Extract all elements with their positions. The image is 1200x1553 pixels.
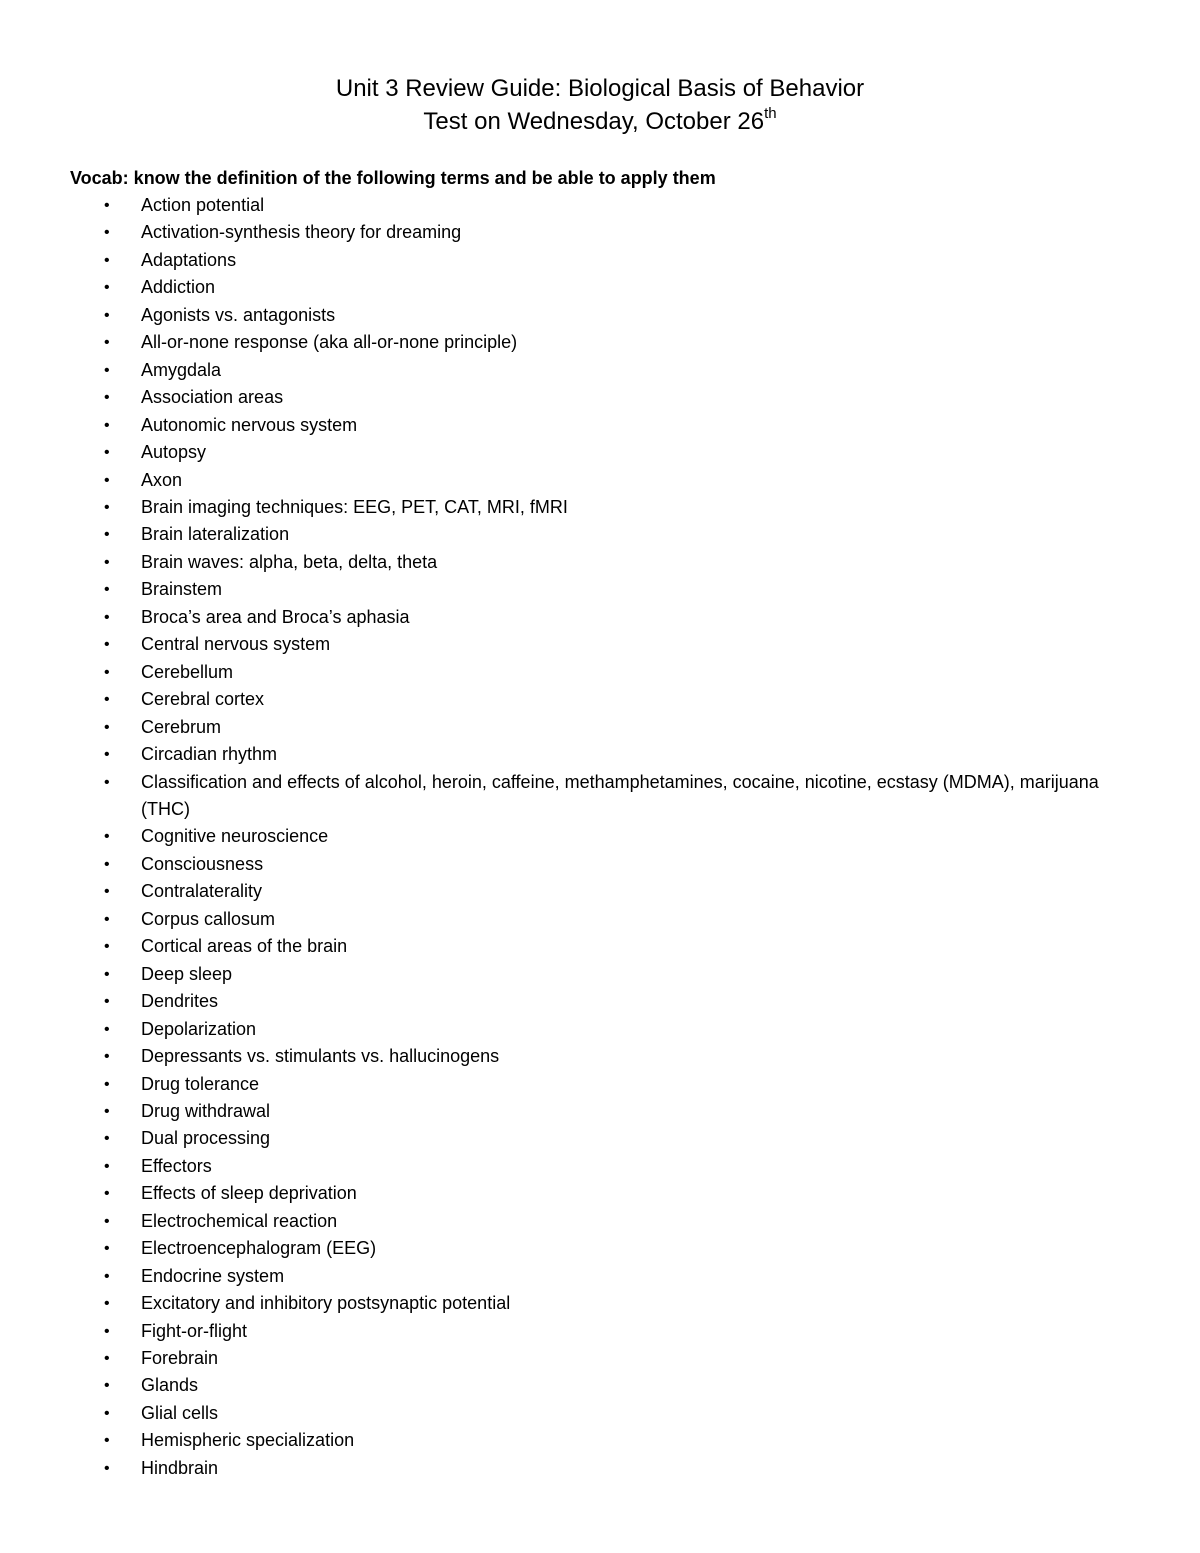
vocab-term: Excitatory and inhibitory postsynaptic potential [141, 1293, 511, 1314]
bullet-icon: • [104, 855, 110, 873]
vocab-term: Endocrine system [141, 1265, 285, 1286]
bullet-icon: • [104, 663, 110, 681]
vocab-term: Agonists vs. antagonists [141, 304, 336, 325]
vocab-term: Deep sleep [141, 963, 233, 984]
vocab-item [0, 1125, 1200, 1152]
vocab-term: Fight-or-flight [141, 1320, 248, 1341]
bullet-icon: • [104, 1295, 110, 1313]
bullet-icon: • [104, 910, 110, 928]
vocab-term: Association areas [141, 387, 284, 408]
bullet-icon: • [104, 334, 110, 352]
bullet-icon: • [104, 553, 110, 571]
bullet-icon: • [104, 1075, 110, 1093]
bullet-icon: • [104, 416, 110, 434]
bullet-icon: • [104, 938, 110, 956]
bullet-icon: • [104, 1102, 110, 1120]
vocab-item [0, 604, 1200, 631]
title-line-2 [0, 105, 1200, 138]
vocab-item [0, 631, 1200, 658]
test-date-text: Test on Wednesday, October 26 [423, 108, 765, 135]
vocab-term: Autopsy [141, 442, 207, 463]
vocab-term: Consciousness [141, 853, 264, 874]
bullet-icon: • [104, 1157, 110, 1175]
vocab-term: Circadian rhythm [141, 744, 278, 765]
vocab-item [0, 384, 1200, 411]
vocab-term: Central nervous system [141, 634, 331, 655]
vocab-item [0, 1098, 1200, 1125]
bullet-icon: • [104, 526, 110, 544]
vocab-term: Brain imaging techniques: EEG, PET, CAT, MRI, fMRI [141, 496, 568, 517]
vocab-term: Brain waves: alpha, beta, delta, theta [141, 551, 438, 572]
vocab-term: Cerebral cortex [141, 689, 265, 710]
vocab-term: Addiction [141, 277, 216, 298]
bullet-icon: • [104, 1240, 110, 1258]
vocab-item [0, 1318, 1200, 1345]
vocab-item [0, 192, 1200, 219]
vocab-item [0, 1372, 1200, 1399]
vocab-item [0, 1208, 1200, 1235]
vocab-term: Amygdala [141, 359, 222, 380]
bullet-icon: • [104, 828, 110, 846]
vocab-item [0, 1043, 1200, 1070]
vocab-item [0, 1153, 1200, 1180]
bullet-icon: • [104, 746, 110, 764]
vocab-item [0, 467, 1200, 494]
bullet-icon: • [104, 1212, 110, 1230]
vocab-item [0, 1427, 1200, 1454]
vocab-term: Corpus callosum [141, 908, 276, 929]
vocab-item [0, 851, 1200, 878]
vocab-term: Dual processing [141, 1128, 271, 1149]
vocab-term: Depressants vs. stimulants vs. hallucinogens [141, 1046, 500, 1067]
bullet-icon: • [104, 279, 110, 297]
vocab-item [0, 741, 1200, 768]
bullet-icon: • [104, 691, 110, 709]
vocab-term: Electroencephalogram (EEG) [141, 1238, 377, 1259]
vocab-item [0, 823, 1200, 850]
vocab-term: Cortical areas of the brain [141, 936, 348, 957]
vocab-item [0, 1180, 1200, 1207]
bullet-icon: • [104, 361, 110, 379]
vocab-item [0, 1400, 1200, 1427]
vocab-item [0, 686, 1200, 713]
vocab-item [0, 302, 1200, 329]
vocab-term: Dendrites [141, 991, 219, 1012]
vocab-item [0, 1071, 1200, 1098]
vocab-item [0, 1263, 1200, 1290]
bullet-icon: • [104, 608, 110, 626]
vocab-term: Brainstem [141, 579, 223, 600]
vocab-item [0, 659, 1200, 686]
vocab-term: Effects of sleep deprivation [141, 1183, 357, 1204]
vocab-term: Activation-synthesis theory for dreaming [141, 222, 462, 243]
vocab-item [0, 494, 1200, 521]
vocab-term: Cerebellum [141, 661, 234, 682]
bullet-icon: • [104, 636, 110, 654]
bullet-icon: • [104, 1432, 110, 1450]
vocab-term: Cerebrum [141, 716, 222, 737]
vocab-term: Hemispheric specialization [141, 1430, 355, 1451]
vocab-term: Cognitive neuroscience [141, 826, 329, 847]
bullet-icon: • [104, 224, 110, 242]
vocab-item [0, 549, 1200, 576]
bullet-icon: • [104, 718, 110, 736]
vocab-item [0, 714, 1200, 741]
vocab-item [0, 769, 1200, 824]
vocab-term: Autonomic nervous system [141, 414, 358, 435]
vocab-item [0, 247, 1200, 274]
vocab-term: Drug withdrawal [141, 1100, 271, 1121]
bullet-icon: • [104, 883, 110, 901]
bullet-icon: • [104, 1048, 110, 1066]
vocab-item [0, 521, 1200, 548]
bullet-icon: • [104, 1185, 110, 1203]
vocab-term: All-or-none response (aka all-or-none principle) [141, 332, 518, 353]
bullet-icon: • [104, 444, 110, 462]
vocab-term: Axon [141, 469, 183, 490]
bullet-icon: • [104, 581, 110, 599]
vocab-item [0, 906, 1200, 933]
vocab-term: Glial cells [141, 1402, 219, 1423]
bullet-icon: • [104, 1322, 110, 1340]
vocab-item [0, 988, 1200, 1015]
bullet-icon: • [104, 471, 110, 489]
bullet-icon: • [104, 1377, 110, 1395]
vocab-list [0, 192, 1200, 1482]
bullet-icon: • [104, 965, 110, 983]
vocab-item [0, 1235, 1200, 1262]
bullet-icon: • [104, 251, 110, 269]
bullet-icon: • [104, 1267, 110, 1285]
vocab-term: Electrochemical reaction [141, 1210, 338, 1231]
title-line-1: Unit 3 Review Guide: Biological Basis of Behavior [335, 75, 865, 102]
vocab-term: Glands [141, 1375, 199, 1396]
vocab-item [0, 1455, 1200, 1482]
date-ordinal-suffix: th [764, 105, 777, 122]
vocab-term: Adaptations [141, 249, 237, 270]
vocab-term: Broca’s area and Broca’s aphasia [141, 606, 410, 627]
vocab-term: Drug tolerance [141, 1073, 260, 1094]
vocab-item [0, 1016, 1200, 1043]
vocab-term: Action potential [141, 195, 265, 215]
vocab-term: Brain lateralization [141, 524, 290, 545]
vocab-instructions: Vocab: know the definition of the following terms and be able to apply them [70, 168, 716, 188]
vocab-item [0, 357, 1200, 384]
vocab-item [0, 933, 1200, 960]
vocab-item [0, 1345, 1200, 1372]
bullet-icon: • [104, 306, 110, 324]
bullet-icon: • [104, 993, 110, 1011]
vocab-item [0, 576, 1200, 603]
vocab-term: Classification and effects of alcohol, heroin, caffeine, methamphetamines, cocaine, nicotine, ecstasy (MDMA), marijuana (THC) [141, 771, 1099, 819]
vocab-item [0, 274, 1200, 301]
bullet-icon: • [104, 498, 110, 516]
bullet-icon: • [104, 389, 110, 407]
vocab-item [0, 412, 1200, 439]
vocab-item [0, 961, 1200, 988]
bullet-icon: • [104, 1130, 110, 1148]
bullet-icon: • [104, 1350, 110, 1368]
vocab-term: Hindbrain [141, 1457, 219, 1478]
vocab-term: Effectors [141, 1155, 212, 1176]
document-title [0, 72, 1200, 138]
bullet-icon: • [104, 1459, 110, 1477]
vocab-term: Contralaterality [141, 881, 263, 902]
vocab-item [0, 329, 1200, 356]
vocab-term: Depolarization [141, 1018, 257, 1039]
bullet-icon: • [104, 1020, 110, 1038]
vocab-item [0, 1290, 1200, 1317]
bullet-icon: • [104, 197, 110, 214]
vocab-term: Forebrain [141, 1348, 219, 1369]
bullet-icon: • [104, 1404, 110, 1422]
vocab-item [0, 439, 1200, 466]
vocab-item [0, 878, 1200, 905]
vocab-item [0, 219, 1200, 246]
bullet-icon: • [104, 773, 110, 791]
